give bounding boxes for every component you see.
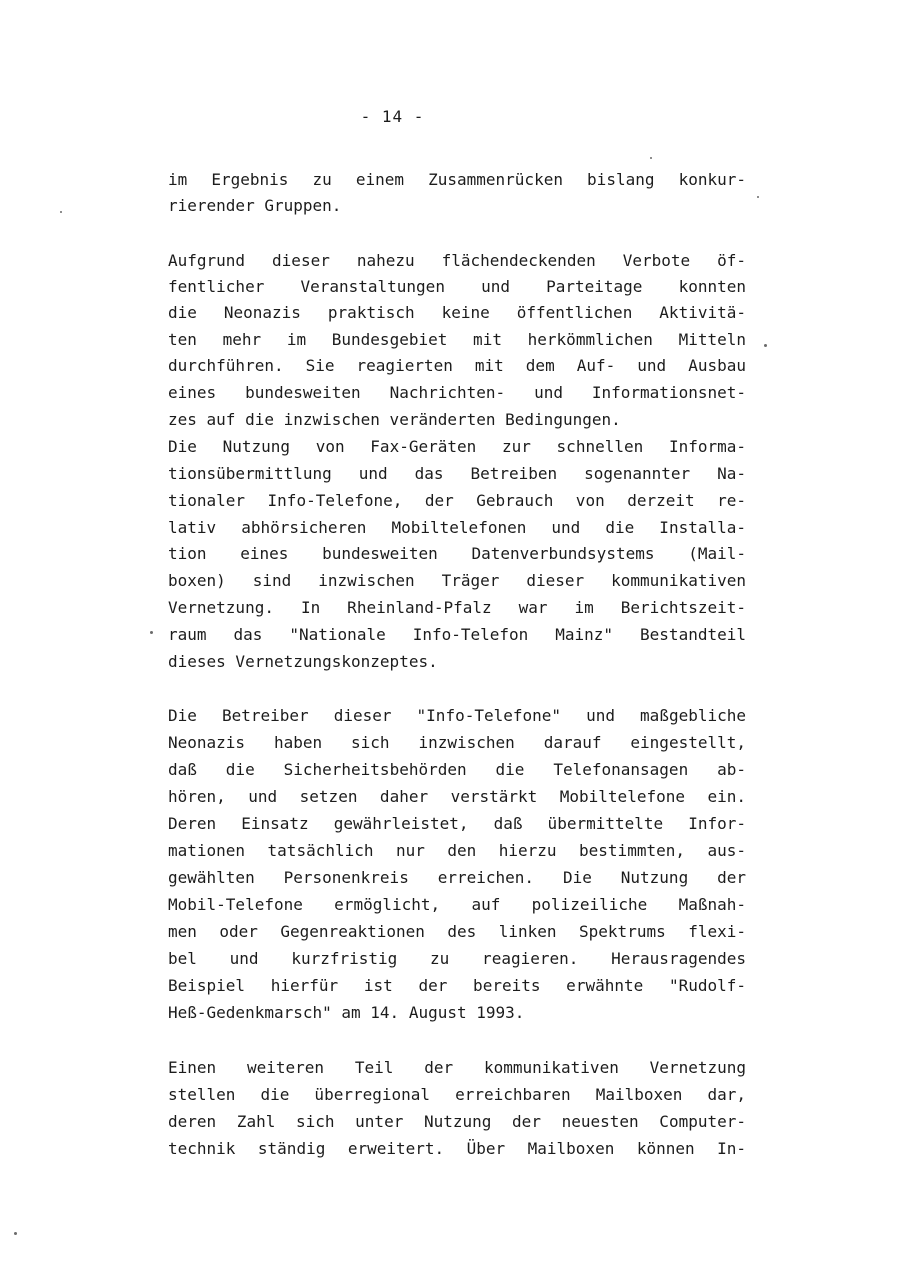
scan-speck — [650, 157, 652, 159]
text-line: bel und kurzfristig zu reagieren. Herausragendes — [168, 949, 746, 968]
text-line: Einen weiteren Teil der kommunikativen Vernetzung — [168, 1058, 746, 1077]
text-line: dieses Vernetzungskonzeptes. — [168, 652, 438, 671]
text-line: technik ständig erweitert. Über Mailboxen können In- — [168, 1139, 746, 1158]
text-line: tionsübermittlung und das Betreiben sogenannter Na- — [168, 464, 746, 483]
text-line: lativ abhörsicheren Mobiltelefonen und die Installa- — [168, 518, 746, 537]
text-line: die Neonazis praktisch keine öffentlichen Aktivitä- — [168, 303, 746, 322]
text-line: zes auf die inzwischen veränderten Bedingungen. — [168, 410, 621, 429]
text-line: Die Nutzung von Fax-Geräten zur schnellen Informa- — [168, 437, 746, 456]
text-line: stellen die überregional erreichbaren Mailboxen dar, — [168, 1085, 746, 1104]
text-line: Deren Einsatz gewährleistet, daß übermittelte Infor- — [168, 814, 746, 833]
text-line: tionaler Info-Telefone, der Gebrauch von derzeit re- — [168, 491, 746, 510]
text-line: Neonazis haben sich inzwischen darauf eingestellt, — [168, 733, 746, 752]
text-line: Die Betreiber dieser "Info-Telefone" und maßgebliche — [168, 706, 746, 725]
text-line: hören, und setzen daher verstärkt Mobiltelefone ein. — [168, 787, 746, 806]
text-line: Mobil-Telefone ermöglicht, auf polizeiliche Maßnah- — [168, 895, 746, 914]
text-line: fentlicher Veranstaltungen und Parteitage konnten — [168, 277, 746, 296]
text-line: raum das "Nationale Info-Telefon Mainz" Bestandteil — [168, 625, 746, 644]
text-line: ten mehr im Bundesgebiet mit herkömmlichen Mitteln — [168, 330, 746, 349]
text-line: Beispiel hierfür ist der bereits erwähnte "Rudolf- — [168, 976, 746, 995]
text-line: boxen) sind inzwischen Träger dieser kommunikativen — [168, 571, 746, 590]
text-line: Heß-Gedenkmarsch" am 14. August 1993. — [168, 1003, 525, 1022]
text-line: daß die Sicherheitsbehörden die Telefonansagen ab- — [168, 760, 746, 779]
text-line: im Ergebnis zu einem Zusammenrücken bislang konkur- — [168, 170, 746, 189]
page-number: - 14 - — [360, 107, 425, 126]
text-line: eines bundesweiten Nachrichten- und Informationsnet- — [168, 383, 746, 402]
text-line: Aufgrund dieser nahezu flächendeckenden Verbote öf- — [168, 251, 746, 270]
text-line: mationen tatsächlich nur den hierzu bestimmten, aus- — [168, 841, 746, 860]
scan-speck — [60, 211, 62, 213]
scan-speck — [14, 1232, 17, 1235]
scan-speck — [764, 344, 767, 347]
text-line: deren Zahl sich unter Nutzung der neuesten Computer- — [168, 1112, 746, 1131]
scan-speck — [150, 631, 153, 634]
text-line: gewählten Personenkreis erreichen. Die Nutzung der — [168, 868, 746, 887]
text-line: rierender Gruppen. — [168, 196, 342, 215]
scan-speck — [757, 196, 759, 198]
text-line: tion eines bundesweiten Datenverbundsystems (Mail- — [168, 544, 746, 563]
text-line: men oder Gegenreaktionen des linken Spektrums flexi- — [168, 922, 746, 941]
text-line: Vernetzung. In Rheinland-Pfalz war im Berichtszeit- — [168, 598, 746, 617]
text-line: durchführen. Sie reagierten mit dem Auf- und Ausbau — [168, 356, 746, 375]
